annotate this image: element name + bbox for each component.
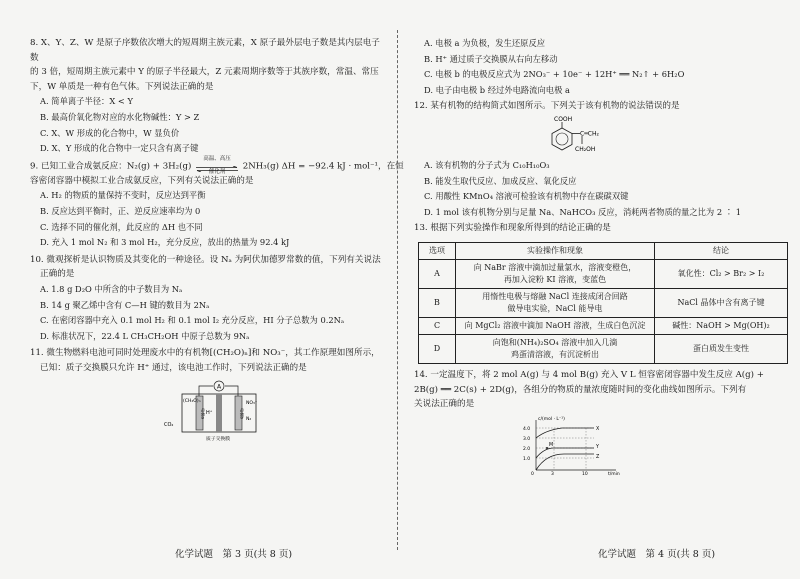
header-procedure: 实验操作和现象 — [456, 242, 655, 259]
procedure-line: 向 NaBr 溶液中滴加过量氯水，溶液变橙色， — [473, 262, 637, 272]
point-m-label: M — [549, 442, 554, 448]
experiment-table — [418, 242, 788, 364]
question-11 — [30, 346, 382, 441]
row-option: B — [419, 288, 456, 317]
row-conclusion: NaCl 晶体中含有离子键 — [655, 288, 788, 317]
q14-stem-line2: 2B(g) ══ 2C(s) + 2D(g)，各组分的物质的量浓度随时间的变化曲线如图所示。下列有 — [414, 384, 747, 395]
q12-stem: 12. 某有机物的结构简式如图所示。下列关于该有机物的说法错误的是 — [414, 101, 680, 112]
q8-option-c: C. X、W 形成的化合物中，W 显负价 — [40, 127, 180, 138]
header-conclusion: 结论 — [655, 242, 788, 259]
q13-stem: 13. 根据下列实验操作和现象所得到的结论正确的是 — [414, 223, 611, 234]
curve-y — [536, 448, 594, 458]
q10-stem-line1: 10. 微观探析是认识物质及其变化的一种途径。设 Nₐ 为阿伏加德罗常数的值，下列有关说法 — [30, 254, 381, 265]
q9-condition-bottom: 催化剂 — [208, 168, 226, 175]
row-conclusion: 蛋白质发生变性 — [655, 334, 788, 363]
right-page — [400, 0, 800, 579]
q11-stem-line2: 已知：质子交换膜只允许 H⁺ 通过，该电池工作时，下列说法正确的是 — [40, 362, 307, 373]
no3-label: NO₃⁻ — [246, 400, 258, 406]
procedure-line: 再加入淀粉 KI 溶液，变蓝色 — [503, 274, 607, 284]
ch2oh-group: CH₂OH — [575, 145, 596, 153]
q11-option-d: D. 电子由电极 b 经过外电路流向电极 a — [424, 84, 570, 95]
q9-option-d: D. 充入 1 mol N₂ 和 3 mol H₂，充分反应，放出的热量为 92.4 kJ — [40, 237, 290, 248]
q8-stem-line3: 下，W 单质是一种有色气体。下列说法正确的是 — [30, 81, 214, 92]
chart-svg — [514, 414, 624, 476]
q10-stem-line2: 正确的是 — [40, 269, 75, 280]
origin-label: 0 — [531, 471, 534, 476]
membrane-label: 质子交换膜 — [206, 436, 230, 442]
n2-label: N₂ — [246, 416, 252, 422]
q11-option-c: C. 电极 b 的电极反应式为 2NO₃⁻ + 10e⁻ + 12H⁺ ══ N₂↑ + 6H₂O — [424, 69, 685, 80]
q8-stem-line1: 8. X、Y、Z、W 是原子序数依次增大的短周期主族元素，X 原子最外层电子数是其内层电子数 — [30, 38, 380, 63]
row-option: D — [419, 334, 456, 363]
row-option: C — [419, 317, 456, 334]
electrode-b-label: 电极b — [239, 407, 245, 419]
point-m — [546, 447, 548, 449]
table-row — [419, 317, 788, 334]
question-14 — [414, 368, 788, 476]
co2-label: CO₂ — [164, 421, 174, 428]
question-13 — [414, 221, 788, 364]
row-procedure: 向 MgCl₂ 溶液中滴加 NaOH 溶液，生成白色沉淀 — [456, 317, 655, 334]
x-tick-3: 3 — [551, 471, 554, 476]
q8-stem-line2: 的 3 倍，短周期主族元素中 Y 的原子半径最大，Z 元素周期序数等于其族序数，常温、常压 — [30, 67, 379, 78]
q9-option-b: B. 反应达到平衡时，正、逆反应速率均为 0 — [40, 206, 201, 217]
x-axis-label: t/min — [608, 471, 620, 476]
fuel-cell-diagram — [162, 380, 282, 442]
cooh-group: COOH — [554, 115, 573, 123]
curve-z — [536, 454, 594, 470]
procedure-line: 用惰性电极与熔融 NaCl 连接成闭合回路 — [482, 291, 628, 301]
x-tick-10: 10 — [582, 471, 588, 476]
q14-stem-line3: 关说法正确的是 — [414, 399, 475, 410]
row-procedure — [456, 288, 655, 317]
y-tick-4: 4.0 — [523, 426, 531, 432]
table-row — [419, 259, 788, 288]
organic-label: (CH₂O)ₙ — [183, 398, 201, 404]
right-page-footer: 化学试题 第 4 页(共 8 页) — [598, 549, 716, 560]
row-conclusion: 碱性：NaOH > Mg(OH)₂ — [655, 317, 788, 334]
table-row — [419, 288, 788, 317]
y-tick-2: 2.0 — [523, 446, 531, 452]
q9-option-a: A. H₂ 的物质的量保持不变时，反应达到平衡 — [40, 190, 206, 201]
procedure-line: 做导电实验，NaCl 能导电 — [507, 303, 603, 313]
question-10 — [30, 253, 382, 345]
q14-stem-line1: 14. 一定温度下，将 2 mol A(g) 与 4 mol B(g) 充入 V L 恒容密闭容器中发生反应 A(g) + — [414, 369, 764, 380]
question-12 — [414, 99, 788, 220]
curve-x — [536, 428, 594, 438]
q12-option-d: D. 1 mol 该有机物分别与足量 Na、NaHCO₃ 反应，消耗两者物质的量之比为 2 ∶ 1 — [424, 206, 741, 217]
row-procedure — [456, 334, 655, 363]
q9-condition-top: 高温、高压 — [203, 155, 231, 162]
ammeter-label: A — [216, 383, 222, 391]
external-wire-right — [225, 386, 238, 396]
header-option: 选项 — [419, 242, 456, 259]
q11-option-a: A. 电极 a 为负极，发生还原反应 — [424, 38, 546, 48]
question-8 — [30, 36, 382, 157]
q8-option-a: A. 简单离子半径：X < Y — [40, 96, 133, 107]
q10-option-b: B. 14 g 聚乙烯中含有 C—H 键的数目为 2Nₐ — [40, 299, 210, 310]
q10-option-a: A. 1.8 g D₂O 中所含的中子数目为 Nₐ — [40, 284, 183, 294]
structure-svg — [544, 114, 644, 158]
concentration-chart — [514, 414, 624, 476]
question-11-options — [414, 36, 788, 98]
benzene-ring — [552, 128, 572, 150]
q9-option-c: C. 选择不同的催化剂，此反应的 ΔH 也不同 — [40, 221, 203, 232]
table-row — [419, 334, 788, 363]
q11-option-b: B. H⁺ 通过质子交换膜从右向左移动 — [424, 53, 558, 64]
electrode-a-label: 电极a — [200, 407, 206, 419]
procedure-line: 向饱和(NH₄)₂SO₄ 溶液中加入几滴 — [492, 337, 618, 347]
proton-membrane — [216, 394, 222, 432]
q12-option-b: B. 能发生取代反应、加成反应、氧化反应 — [424, 175, 577, 186]
row-procedure — [456, 259, 655, 288]
q12-option-a: A. 该有机物的分子式为 C₁₀H₁₀O₃ — [424, 159, 550, 170]
y-axis-label: c/(mol · L⁻¹) — [538, 416, 565, 422]
q10-option-d: D. 标准状况下，22.4 L CH₃CH₂OH 中原子总数为 9Nₐ — [40, 330, 250, 341]
table-header-row — [419, 242, 788, 259]
q9-equation-left: 9. 已知工业合成氨反应：N₂(g) + 3H₂(g) — [30, 161, 192, 172]
external-wire — [199, 386, 213, 396]
vinyl-group: C═CH₂ — [580, 130, 599, 138]
left-page-footer: 化学试题 第 3 页(共 8 页) — [175, 549, 293, 560]
fuel-cell-svg — [162, 380, 282, 442]
curve-x-label: X — [596, 426, 600, 432]
row-conclusion: 氧化性：Cl₂ > Br₂ > I₂ — [655, 259, 788, 288]
page-divider — [397, 30, 398, 550]
organic-structure — [544, 114, 644, 158]
q8-option-b: B. 最高价氧化物对应的水化物碱性：Y > Z — [40, 111, 200, 122]
q8-option-d: D. X、Y 形成的化合物中一定只含有离子键 — [40, 143, 199, 154]
row-option: A — [419, 259, 456, 288]
question-9 — [30, 155, 404, 251]
proton-label: H⁺ — [206, 409, 213, 416]
curve-y-label: Y — [596, 444, 599, 450]
y-tick-3: 3.0 — [523, 436, 531, 442]
q9-equation-right: 2NH₃(g) ΔH = −92.4 kJ · mol⁻¹，在恒 — [242, 161, 404, 172]
q9-stem-line1 — [30, 155, 404, 175]
curve-z-label: Z — [596, 454, 600, 460]
q9-stem-line2: 容密闭容器中模拟工业合成氨反应，下列有关说法正确的是 — [30, 175, 254, 186]
q11-stem-line1: 11. 微生物燃料电池可同时处理废水中的有机物[(CH₂O)ₙ]和 NO₃⁻，其工作原理如图所示， — [30, 348, 380, 359]
q12-option-c: C. 用酸性 KMnO₄ 溶液可检验该有机物中存在碳碳双键 — [424, 191, 629, 202]
q10-option-c: C. 在密闭容器中充入 0.1 mol H₂ 和 0.1 mol I₂ 充分反应，HI 分子总数为 0.2Nₐ — [40, 315, 345, 326]
aromatic-circle — [556, 133, 568, 145]
procedure-line: 鸡蛋清溶液，有沉淀析出 — [511, 349, 599, 359]
q9-reaction-arrow — [194, 155, 240, 175]
y-tick-1: 1.0 — [523, 456, 531, 462]
